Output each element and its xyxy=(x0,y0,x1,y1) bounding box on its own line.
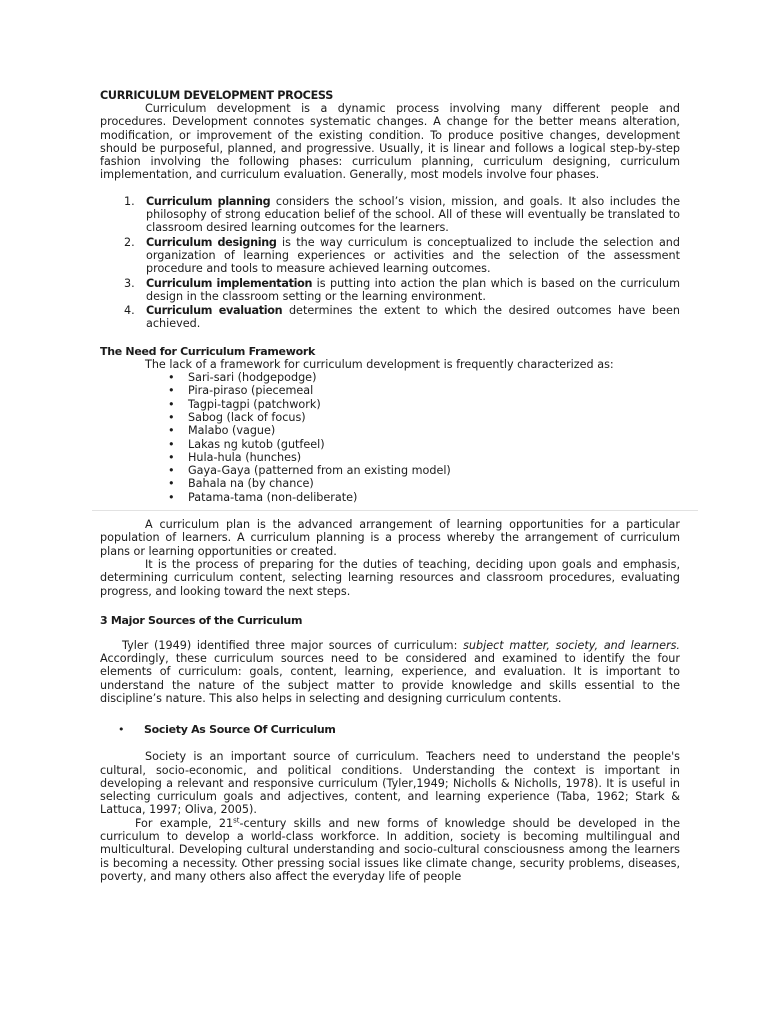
list-item: • Malabo (vague) xyxy=(168,424,276,438)
list-item: • Gaya-Gaya (patterned from an existing model) xyxy=(168,464,451,478)
list-item: • Hula-hula (hunches) xyxy=(168,450,302,464)
society-paragraph: Society is an important source of curriculum. Teachers need to understand the people's cultural, socio-economic, and political conditions. Understanding the context is important in developing a relevant and responsive curriculum (Tyler,1949; Nicholls & Nicholls, 1978). It is useful in selecting curriculum goals and adjectives, content, and learning experience (Taba, 1962; Stark & Lattuca, 1997; Oliva, 2005). xyxy=(100,750,680,817)
phase-term: Curriculum implementation xyxy=(146,276,313,290)
phase-item: 3. Curriculum implementation is putting into action the plan which is based on the curriculum design in the classroom setting or the learning environment. xyxy=(124,276,681,303)
phase-item: 2. Curriculum designing is the way curriculum is conceptualized to include the selection and organization of learning experiences or activities and the selection of the assessment procedure and tools to measure achieved learning outcomes. xyxy=(124,235,680,276)
need-lead: The lack of a framework for curriculum development is frequently characterized as: xyxy=(145,357,614,371)
sources-heading: 3 Major Sources of the Curriculum xyxy=(100,613,303,627)
phase-item: 4. Curriculum evaluation determines the extent to which the desired outcomes have been achieved. xyxy=(124,304,681,331)
intro-paragraph: Curriculum development is a dynamic process involving many different people and procedures. Development connotes systematic changes. A change for the better means alteration, modification, or improvement of the existing condition. To produce positive changes, development should be purposeful, planned, and progressive. Usually, it is linear and follows a logical step-by-step fashion involving the following phases: curriculum planning, curriculum designing, curriculum implementation, and curriculum evaluation. Generally, most models involve four phases. xyxy=(100,102,680,182)
phases-list xyxy=(100,195,680,331)
document-title: CURRICULUM DEVELOPMENT PROCESS xyxy=(100,89,333,102)
list-item: • Patama-tama (non-deliberate) xyxy=(168,490,358,504)
phase-term: Curriculum planning xyxy=(146,194,271,208)
need-list xyxy=(100,371,680,504)
society-example-paragraph: For example, 21st-century skills and new forms of knowledge should be developed in the curriculum to develop a world-class workforce. In addition, society is becoming multilingual and multicultural. Developing cultural understanding and socio-cultural consciousness among the learners is becoming a necessity. Other pressing social issues like climate change, security problems, diseases, poverty, and many others also affect the everyday life of people xyxy=(100,816,680,883)
plan-paragraph: A curriculum plan is the advanced arrangement of learning opportunities for a particular population of learners. A curriculum planning is a process whereby the arrangement of curriculum plans or learning opportunities or created. xyxy=(100,518,680,558)
phase-term: Curriculum designing xyxy=(146,235,277,249)
list-item: • Pira-piraso (piecemeal xyxy=(168,384,314,398)
society-heading: • Society As Source Of Curriculum xyxy=(118,723,336,737)
sources-paragraph: Tyler (1949) identified three major sources of curriculum: subject matter, society, and learners. Accordingly, these curriculum sources need to be considered and examined to identify the four elements of curriculum: goals, content, learning, experience, and evaluation. It is important to understand the nature of the subject matter to provide knowledge and skills essential to the discipline’s nature. This also helps in selecting and designing curriculum contents. xyxy=(100,638,680,705)
list-item: • Sari-sari (hodgepodge) xyxy=(168,371,317,385)
phase-item: 1. Curriculum planning considers the school’s vision, mission, and goals. It also includes the philosophy of strong education belief of the school. All of these will eventually be translated to classroom desired learning outcomes for the learners. xyxy=(124,194,680,235)
list-item: • Tagpi-tagpi (patchwork) xyxy=(168,397,321,411)
list-item: • Sabog (lack of focus) xyxy=(168,410,306,424)
phase-term: Curriculum evaluation xyxy=(146,304,283,318)
section-divider xyxy=(92,510,698,511)
bullet-icon: • xyxy=(118,723,125,737)
process-paragraph: It is the process of preparing for the duties of teaching, deciding upon goals and emphasis, determining curriculum content, selecting learning resources and classroom procedures, evaluating progress, and looking toward the next steps. xyxy=(100,557,680,598)
need-heading: The Need for Curriculum Framework xyxy=(100,344,315,358)
list-item: • Lakas ng kutob (gutfeel) xyxy=(168,437,325,451)
list-item: • Bahala na (by chance) xyxy=(168,477,314,491)
